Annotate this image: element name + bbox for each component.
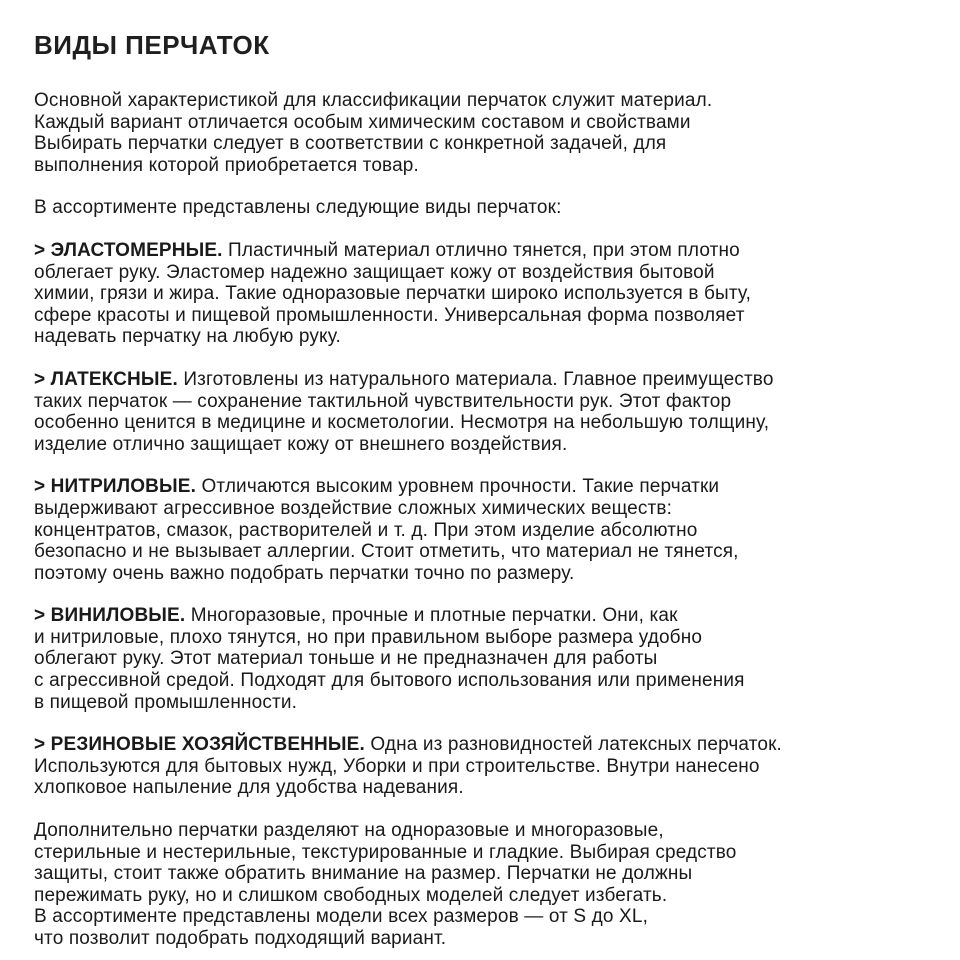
page-title: ВИДЫ ПЕРЧАТОК <box>34 30 270 60</box>
section-elastomer <box>34 240 936 348</box>
section-latex <box>34 369 936 455</box>
intro-paragraph: Основной характеристикой для классификации перчаток служит материал. Каждый вариант отличается особым химическим составом и свойствами Выбирать перчатки следует в соответствии с конкретной задачей, для выполнения которой приобретается товар. <box>34 90 713 176</box>
assortment-paragraph: В ассортименте представлены следующие виды перчаток: <box>34 197 562 219</box>
section-heading: > НИТРИЛОВЫЕ. <box>34 476 197 498</box>
section-text: Изготовлены из натурального материала. Главное преимущество таких перчаток — сохранение тактильной чувствительности рук. Этот фактор особенно ценится в медицине и косметологии. Несмотря на небольшую толщину, изделие отлично защищает кожу от внешнего воздействия. <box>34 368 774 455</box>
section-heading: > ВИНИЛОВЫЕ. <box>34 605 186 627</box>
section-text: Отличаются высоким уровнем прочности. Такие перчатки выдерживают агрессивное воздействие сложных химических веществ: концентратов, смазок, растворителей и т. д. При этом изделие абсолютно безопасно и не вызывает аллергии. Стоит отметить, что материал не тянется, поэтому очень важно подобрать перчатки точно по размеру. <box>34 476 739 584</box>
conclusion-paragraph: Дополнительно перчатки разделяют на одноразовые и многоразовые, стерильные и нестерильные, текстурированные и гладкие. Выбирая средство защиты, стоит также обратить внимание на размер. Перчатки не должны пережимать руку, но и слишком свободных моделей следует избегать. В ассортименте представлены модели всех размеров — от S до XL, что позволит подобрать подходящий вариант. <box>34 820 737 949</box>
section-heading: > РЕЗИНОВЫЕ ХОЗЯЙСТВЕННЫЕ. <box>34 734 365 756</box>
section-rubber <box>34 734 936 799</box>
section-text: Пластичный материал отлично тянется, при этом плотно облегает руку. Эластомер надежно защищает кожу от воздействия бытовой химии, грязи и жира. Такие одноразовые перчатки широко используется в быту, сфере красоты и пищевой промышленности. Универсальная форма позволяет надевать перчатку на любую руку. <box>34 239 752 348</box>
section-text: Одна из разновидностей латексных перчаток. Используются для бытовых нужд, Уборки и при строительстве. Внутри нанесено хлопковое напыление для удобства надевания. <box>34 734 782 799</box>
section-heading: > ЛАТЕКСНЫЕ. <box>34 368 178 390</box>
section-nitrile <box>34 476 936 584</box>
section-vinyl <box>34 605 936 713</box>
section-heading: > ЭЛАСТОМЕРНЫЕ. <box>34 239 223 261</box>
section-text: Многоразовые, прочные и плотные перчатки. Они, как и нитриловые, плохо тянутся, но при правильном выборе размера удобно облегают руку. Этот материал тоньше и не предназначен для работы с агрессивной средой. Подходят для бытового использования или применения в пищевой промышленности. <box>34 605 745 713</box>
